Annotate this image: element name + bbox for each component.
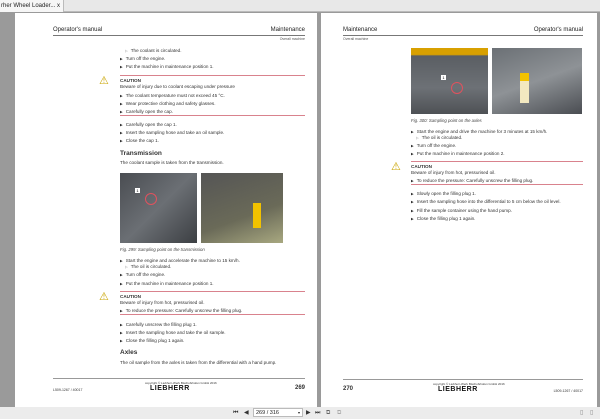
- single-page-view-icon[interactable]: ▯: [580, 410, 584, 416]
- section-heading: Axles: [120, 349, 138, 356]
- liebherr-logo: LIEBHERR: [438, 386, 478, 393]
- pump-photo: [492, 48, 582, 114]
- header-left: Operator's manual: [53, 27, 103, 33]
- step: ▶ Start the engine and drive the machine for 3 minutes at 15 km/h.: [411, 129, 547, 135]
- caution-step: ▶ To reduce the pressure: Carefully unscrew the filling plug.: [120, 308, 242, 314]
- step: ▶ Put the machine in maintenance position 1.: [120, 281, 214, 287]
- paragraph: The coolant sample is taken from the transmission.: [120, 160, 224, 165]
- highlight-circle: [145, 193, 157, 205]
- step: ▶ Close the filling plug 1 again.: [411, 216, 475, 222]
- figure-caption: Fig. 300: Sampling point on the axles: [411, 118, 482, 123]
- copyright: copyright © Liebherr-Werk Bischofshofen GmbH 2016: [433, 382, 505, 386]
- header-rule: [53, 35, 305, 36]
- axle-photo: [411, 48, 488, 114]
- result-text: ▷ The oil is circulated.: [416, 135, 462, 141]
- document-id: L509-1267 / 40017: [553, 389, 583, 393]
- page-number-input[interactable]: [253, 408, 303, 417]
- caution-rule: [120, 75, 305, 76]
- paragraph: The oil sample from the axles is taken from the differential with a hand pump.: [120, 360, 277, 365]
- header-rule: [343, 35, 583, 36]
- caution-title: CAUTION: [411, 164, 432, 169]
- caution-title: CAUTION: [120, 78, 141, 83]
- caution-title: CAUTION: [120, 294, 141, 299]
- page-270: [321, 13, 597, 407]
- footer-rule: [53, 378, 305, 379]
- next-view-icon[interactable]: ⧉: [337, 410, 342, 416]
- two-page-view-icon[interactable]: ▯: [590, 410, 594, 416]
- step: ▶ Turn off the engine.: [411, 143, 456, 149]
- header-right: Maintenance: [270, 27, 305, 33]
- document-id: L509-1267 / 40017: [53, 388, 83, 392]
- step: ▶ Put the machine in maintenance position 2.: [411, 151, 505, 157]
- figure-caption: Fig. 299: Sampling point on the transmission: [120, 247, 205, 252]
- page-field-value: 269 / 316: [256, 410, 279, 416]
- caution-rule: [411, 184, 583, 185]
- previous-page-icon[interactable]: ◀: [244, 410, 249, 416]
- header-right: Operator's manual: [533, 27, 583, 33]
- step: ▶ Turn off the engine.: [120, 56, 165, 62]
- caution-step: ▶ To reduce the pressure: Carefully unscrew the filling plug.: [411, 178, 533, 184]
- first-page-icon[interactable]: ⏮: [233, 410, 239, 416]
- step: ▶ Start the engine and accelerate the machine to 15 km/h.: [120, 258, 240, 264]
- step: ▶ Put the machine in maintenance position 1.: [120, 64, 214, 70]
- figure-label: 1: [442, 75, 445, 80]
- step: ▶ Fill the sample container using the hand pump.: [411, 208, 512, 214]
- warning-icon: ⚠: [391, 161, 401, 173]
- section-heading: Transmission: [120, 150, 162, 157]
- sample-bottle: [520, 73, 529, 103]
- caution-rule: [120, 291, 305, 292]
- caution-text: Beware of injury due to coolant escaping under pressure: [120, 84, 235, 89]
- last-page-icon[interactable]: ⏭: [315, 410, 321, 416]
- caution-rule: [120, 314, 305, 315]
- result-text: ▷ The coolant is circulated.: [125, 48, 182, 54]
- header-left: Maintenance: [343, 27, 378, 33]
- sampling-photo: [201, 173, 283, 243]
- caution-rule: [120, 115, 305, 116]
- caution-step: ▶ Wear protective clothing and safety glasses.: [120, 101, 216, 107]
- step: ▶ Turn off the engine.: [120, 272, 165, 278]
- result-text: ▷ The oil is circulated.: [125, 264, 171, 270]
- caution-step: ▶ The coolant temperature must not exceed 45 °C.: [120, 93, 225, 99]
- step: ▶ Close the cap 1.: [120, 138, 159, 144]
- caution-text: Beware of injury from hot, pressurised oil.: [411, 170, 496, 175]
- copyright: copyright © Liebherr-Werk Bischofshofen GmbH 2016: [145, 381, 217, 385]
- step: ▶ Carefully open the cap 1.: [120, 122, 177, 128]
- warning-icon: ⚠: [99, 75, 109, 87]
- navigation-toolbar: [0, 407, 600, 419]
- header-sub: Overall machine: [343, 37, 369, 41]
- step: ▶ Close the filling plug 1 again.: [120, 338, 184, 344]
- caution-rule: [411, 161, 583, 162]
- page-number: 269: [294, 385, 305, 391]
- highlight-circle: [451, 82, 463, 94]
- caution-step: ▶ Carefully open the cap.: [120, 109, 173, 115]
- tab-title: rher Wheel Loader...: [1, 3, 56, 9]
- footer-rule: [343, 379, 583, 380]
- previous-view-icon[interactable]: ⧉: [326, 410, 331, 416]
- caution-text: Beware of injury from hot, pressurised oil.: [120, 300, 205, 305]
- liebherr-logo: LIEBHERR: [150, 385, 190, 392]
- warning-icon: ⚠: [99, 291, 109, 303]
- close-tab-icon[interactable]: x: [57, 3, 60, 9]
- step: ▶ Carefully unscrew the filling plug 1.: [120, 322, 197, 328]
- page-number: 270: [343, 386, 354, 392]
- step: ▶ Insert the sampling hose and take an oil sample.: [120, 130, 224, 136]
- next-page-icon[interactable]: ▶: [306, 410, 311, 416]
- header-sub: Overall machine: [279, 37, 305, 41]
- tab-bar: [0, 0, 600, 12]
- document-tab[interactable]: [0, 0, 64, 12]
- step: ▶ Insert the sampling hose and take the oil sample.: [120, 330, 226, 336]
- transmission-photo: [120, 173, 197, 243]
- page-269: [15, 13, 317, 407]
- chevron-down-icon[interactable]: ▾: [297, 410, 300, 415]
- sample-bottle: [253, 203, 261, 228]
- figure-label: 1: [136, 188, 139, 193]
- step: ▶ Slowly open the filling plug 1.: [411, 191, 476, 197]
- step: ▶ Insert the sampling hose into the differential to 5 cm below the oil level.: [411, 199, 561, 205]
